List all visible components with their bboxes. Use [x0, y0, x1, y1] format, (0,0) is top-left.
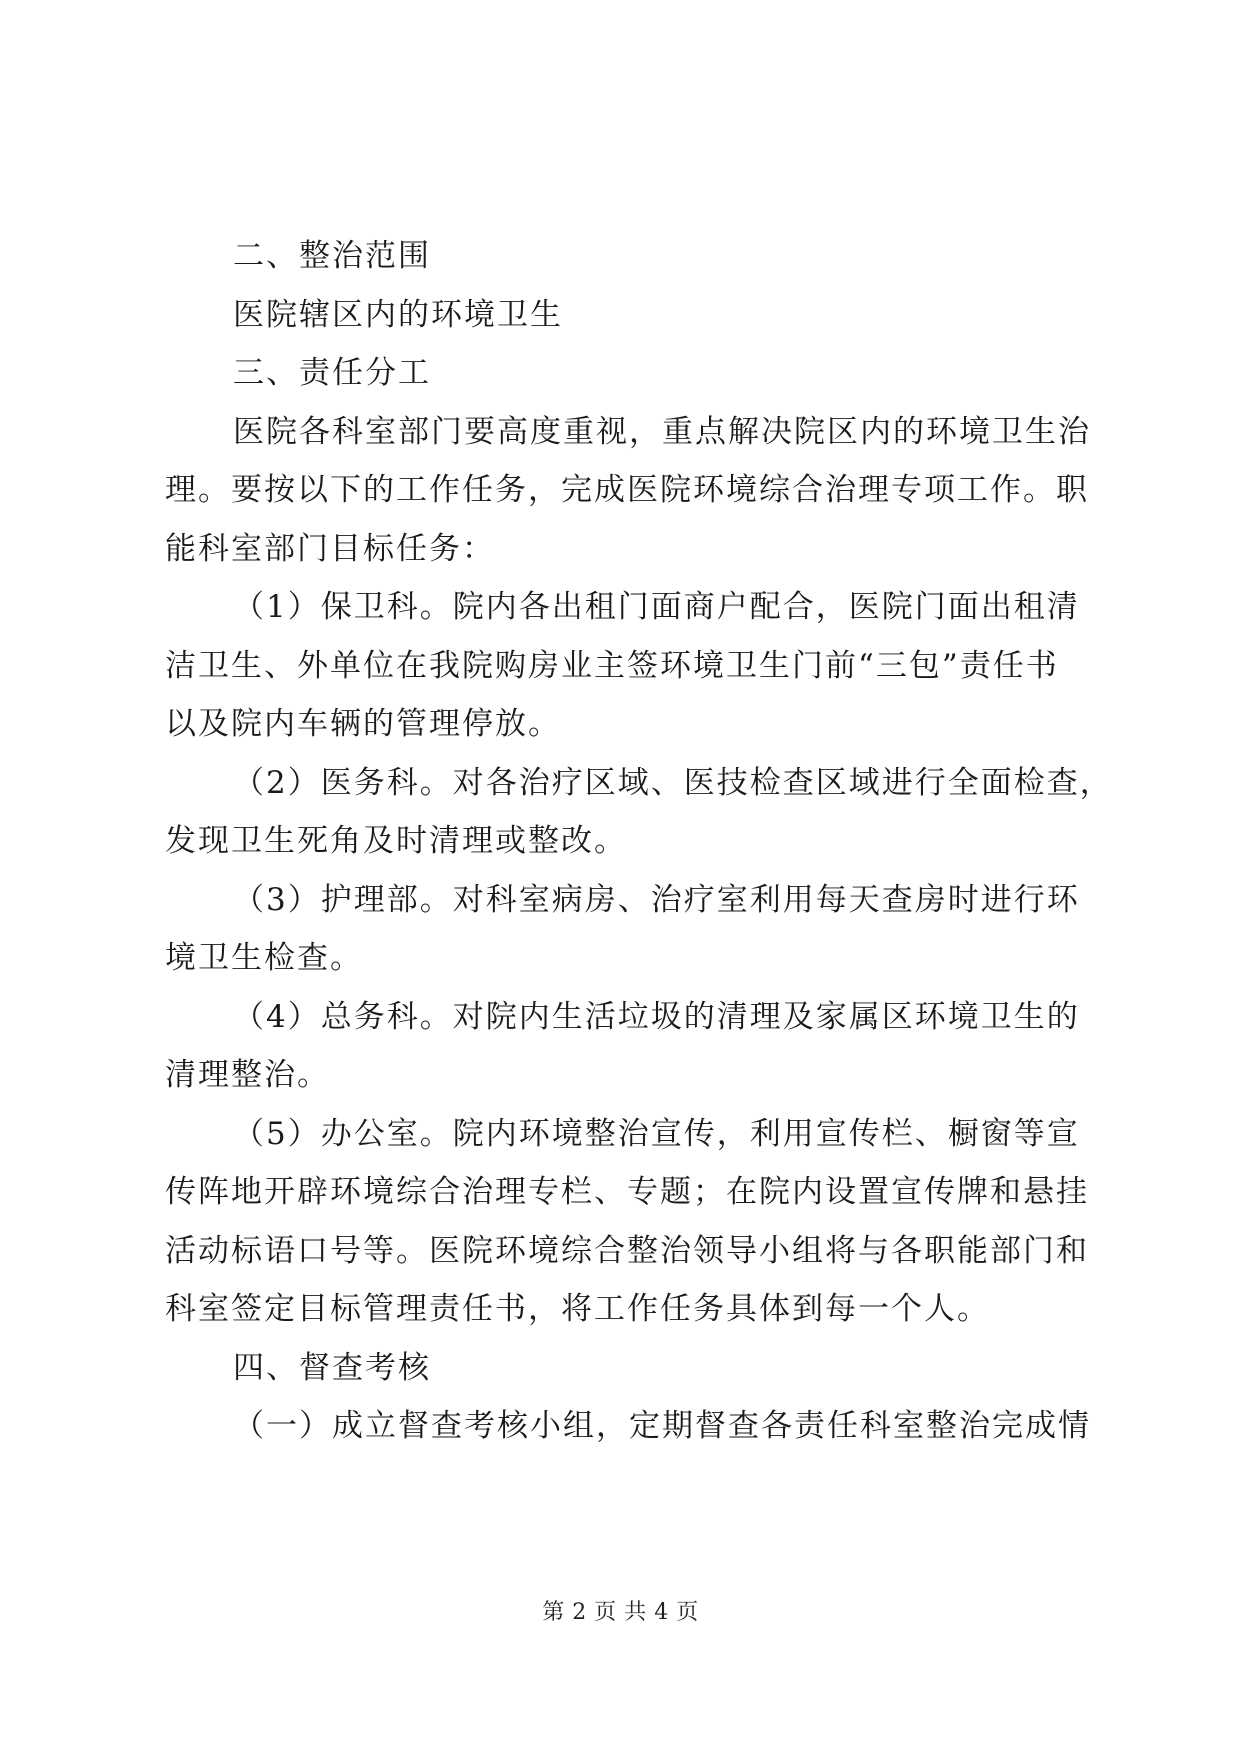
paragraph-line: （一）成立督查考核小组，定期督查各责任科室整治完成情: [233, 1408, 1091, 1444]
list-item-line: 洁卫生、外单位在我院购房业主签环境卫生门前“三包”责任书: [165, 647, 1059, 684]
list-item-line: （1）保卫科。院内各出租门面商户配合，医院门面出租清: [233, 589, 1080, 625]
list-item-line: 境卫生检查。: [165, 940, 363, 976]
paragraph-line: 医院各科室部门要高度重视，重点解决院区内的环境卫生治: [233, 413, 1091, 450]
paragraph-line: 医院辖区内的环境卫生: [233, 296, 563, 333]
page-number-footer: 第 2 页 共 4 页: [542, 1600, 699, 1625]
list-item-line: 活动标语口号等。医院环境综合整治领导小组将与各职能部门和: [165, 1232, 1089, 1269]
paragraph-line: 能科室部门目标任务：: [165, 530, 495, 567]
list-item-line: 科室签定目标管理责任书，将工作任务具体到每一个人。: [165, 1291, 990, 1327]
list-item-line: （3）护理部。对科室病房、治疗室利用每天查房时进行环: [233, 881, 1080, 918]
list-item-line: 传阵地开辟环境综合治理专栏、专题；在院内设置宣传牌和悬挂: [165, 1174, 1089, 1210]
section-heading-responsibility: 三、责任分工: [233, 355, 431, 391]
list-item-line: （2）医务科。对各治疗区域、医技检查区域进行全面检查，: [233, 764, 1113, 801]
list-item-line: （4）总务科。对院内生活垃圾的清理及家属区环境卫生的: [233, 998, 1080, 1035]
paragraph-line: 理。要按以下的工作任务，完成医院环境综合治理专项工作。职: [165, 472, 1089, 508]
list-item-line: 发现卫生死角及时清理或整改。: [165, 823, 627, 859]
list-item-line: 清理整治。: [165, 1057, 330, 1093]
document-body: [165, 227, 1113, 1456]
list-item-line: （5）办公室。院内环境整治宣传，利用宣传栏、橱窗等宣: [233, 1115, 1080, 1152]
list-item-line: 以及院内车辆的管理停放。: [165, 706, 561, 742]
section-heading-scope: 二、整治范围: [233, 238, 431, 274]
section-heading-inspection: 四、督查考核: [233, 1349, 431, 1386]
